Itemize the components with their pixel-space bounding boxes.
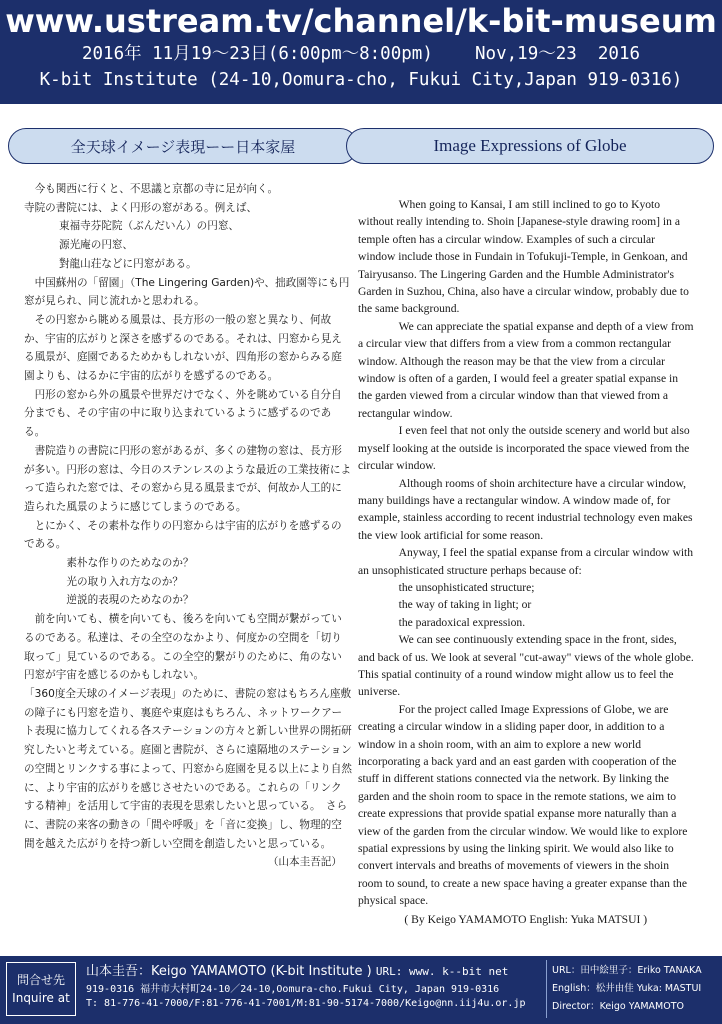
channel-url[interactable]: www.ustream.tv/channel/k-bit-museum bbox=[5, 2, 717, 40]
jp-list-item: 光の取り入れ方なのか？ bbox=[66, 575, 183, 588]
en-paragraph: Although rooms of shoin architecture have a circular window, many buildings have a rectangular window. A window made of, for example, stainless according to recent industrial technology even makes the view look artificial for some reason. bbox=[358, 476, 693, 542]
director-credit: Director：Keigo YAMAMOTO bbox=[552, 1001, 684, 1012]
jp-paragraph: 今も関西に行くと、不思議と京都の寺に足が向く。 bbox=[34, 183, 279, 195]
institute-address: K-bit Institute (24-10,Oomura-cho, Fukui City,Japan 919-0316) bbox=[39, 70, 683, 90]
en-paragraph: When going to Kansai, I am still inclined to go to Kyoto without really intending to. Shoin [Japanese-style drawing room] in a temple often has a circular window. Examples of such a circular window include those in Fundain in Tofukuji-Temple, in Genkoan, and Tairyusanso. The Lingering Garden and the Humble Administrator's Garden in Suzhou, China, also have a circular window, probably due to the same background. bbox=[358, 198, 689, 316]
contact-label-en: Inquire at bbox=[12, 991, 70, 1005]
jp-paragraph: 寺院の書院には、よく円形の窓がある。例えば、 bbox=[24, 201, 258, 214]
jp-list-item: 逆説的表現のためなのか？ bbox=[66, 594, 194, 607]
contact-phone-email[interactable]: T: 81-776-41-7000/F:81-776-41-7001/M:81-90-5174-7000/Keigo@nn.iij4u.or.jp bbox=[86, 998, 526, 1009]
footer-divider bbox=[546, 960, 547, 1018]
en-list-item: the paradoxical expression. bbox=[398, 615, 526, 629]
jp-paragraph: 前を向いても、横を向いても、後ろを向いても空間が繋がっているのである。私達は、その全空のなかより、何度かの空間を「切り取って」見ているのである。この全空的繋がりのために、角のない円窓が宇宙を感じるのかもしれない。 bbox=[24, 613, 342, 682]
contact-url[interactable]: URL: www. k--bit net bbox=[375, 965, 509, 978]
contact-box bbox=[6, 962, 76, 1016]
jp-list-item: 東福寺芬陀院（ぶんだいん）の円窓、 bbox=[58, 220, 240, 233]
jp-paragraph: とにかく、その素朴な作りの円窓からは宇宙的広がりを感ずるのである。 bbox=[24, 519, 342, 551]
english-article bbox=[358, 196, 694, 928]
japanese-title: 全天球イメージ表現ーー日本家屋 bbox=[70, 137, 296, 156]
jp-paragraph: 「360度全天球のイメージ表現」のために、書院の窓はもちろん座敷の障子にも円窓を造り、裏庭や東庭はもちろん、ネットワークアート表現に協力してくれる各ステーションの方々と新しい世界の開拓研究したいと考えている。庭園と書院が、さらに遠隔地のステーションの空間とリンクする事によって、円窓から庭園を見る以上により自然に、より宇宙的広がりを感じさせたいのである。これらの「リンクする精神」を活用して宇宙的表現を思索したいと思っている。 さらに、書院の来客の動きの「間や呼吸」を「音に変換」し、物理的空間を越えた広がりを持つ新しい空間を創造したいと思っている。 bbox=[24, 687, 352, 850]
en-paragraph: We can appreciate the spatial expanse and depth of a view from a circular view that differs from a view from a common rectangular window. Although the reason may be that the view from a circular window is often of a garden, I would feel a greater spatial expanse in the garden viewed from a circular window than that viewed from a rectangular window. bbox=[358, 319, 694, 420]
jp-signature: （山本圭吾記） bbox=[267, 856, 342, 869]
en-paragraph: For the project called Image Expressions of Globe, we are creating a circular window in a sliding paper door, in addition to a window in a shoin room, with an aim to explore a new world incorporating a back yard and an east garden with cooperation of the stuff in different stations connected via the network. By linking the garden and the shoin room to space in the remote stations, we aim to create expressions that provide spatial expanse more naturally than a view of the garden from the circular window. We would like to explore spatial expressions by using the linking spirit. We would also like to convert intervals and breaths of movements of viewers in the shoin room to sound, to create a new space having a greater expanse than the physical space. bbox=[358, 702, 688, 908]
url-credit: URL：田中絵里子：Eriko TANAKA bbox=[552, 965, 702, 976]
jp-list-item: 對龍山荘などに円窓がある。 bbox=[58, 257, 197, 270]
footer-banner bbox=[0, 956, 722, 1024]
en-list-item: the unsophisticated structure; bbox=[398, 580, 535, 594]
en-paragraph: Anyway, I feel the spatial expanse from a circular window with an unsophisticated structure perhaps because of: bbox=[358, 546, 694, 577]
jp-paragraph: 書院造りの書院に円形の窓があるが、多くの建物の窓は、長方形が多い。円形の窓は、今日のステンレスのような最近の工業技術によって造られた窓では、その窓から見る風景までが、何故か人工的に造られた風景のように感じてしまうのである。 bbox=[24, 444, 352, 513]
english-credit: English：松井由佳 Yuka: MASTUI bbox=[552, 983, 702, 994]
jp-list-item: 素朴な作りのためなのか？ bbox=[66, 557, 194, 570]
contact-label-jp: 問合せ先 bbox=[16, 973, 65, 987]
japanese-title-pill bbox=[8, 128, 358, 164]
jp-list-item: 源光庵の円窓、 bbox=[58, 239, 134, 252]
en-paragraph: I even feel that not only the outside scenery and world but also myself looking at the outside is incorporated the space viewed from the circular window. bbox=[358, 424, 690, 473]
jp-paragraph: 中国蘇州の「留園」（The Lingering Garden)や、拙政園等にも円窓が見られ、同じ流れかと思われる。 bbox=[24, 276, 350, 308]
english-title: Image Expressions of Globe bbox=[433, 136, 627, 155]
jp-paragraph: 円形の窓から外の風景や世界だけでなく、外を眺めている自分自分までも、その宇宙の中に取り込まれているように感ずるのである。 bbox=[24, 388, 342, 439]
jp-paragraph: その円窓から眺める風景は、長方形の一般の窓と異なり、何故か、宇宙的広がりと深さを感ずるのである。それは、円窓から見える風景が、庭園であるためかもしれないが、四角形の窓からみる庭園よりも、はるかに宇宙的広がりを感ずるのである。 bbox=[24, 313, 342, 383]
en-list-item: the way of taking in light; or bbox=[398, 598, 532, 612]
en-credit: ( By Keigo YAMAMOTO English: Yuka MATSUI ) bbox=[404, 912, 648, 926]
contact-name: 山本圭吾：Keigo YAMAMOTO (K-bit Institute ) bbox=[86, 964, 372, 979]
japanese-article bbox=[24, 180, 352, 872]
contact-address: 919-0316 福井市大村町24-10／24-10,Oomura-cho.Fukui City, Japan 919-0316 bbox=[86, 984, 500, 995]
english-title-pill bbox=[346, 128, 714, 164]
en-paragraph: We can see continuously extending space in the front, sides, and back of us. We look at several "cut-away" views of the whole globe. This spatial continuity of a round window might allow us to feel the universe. bbox=[358, 633, 694, 699]
footer-name-line bbox=[86, 960, 508, 979]
header-banner bbox=[0, 0, 722, 104]
event-dates: 2016年 11月19～23日(6:00pm～8:00pm) Nov,19～23 2016 bbox=[81, 44, 641, 64]
